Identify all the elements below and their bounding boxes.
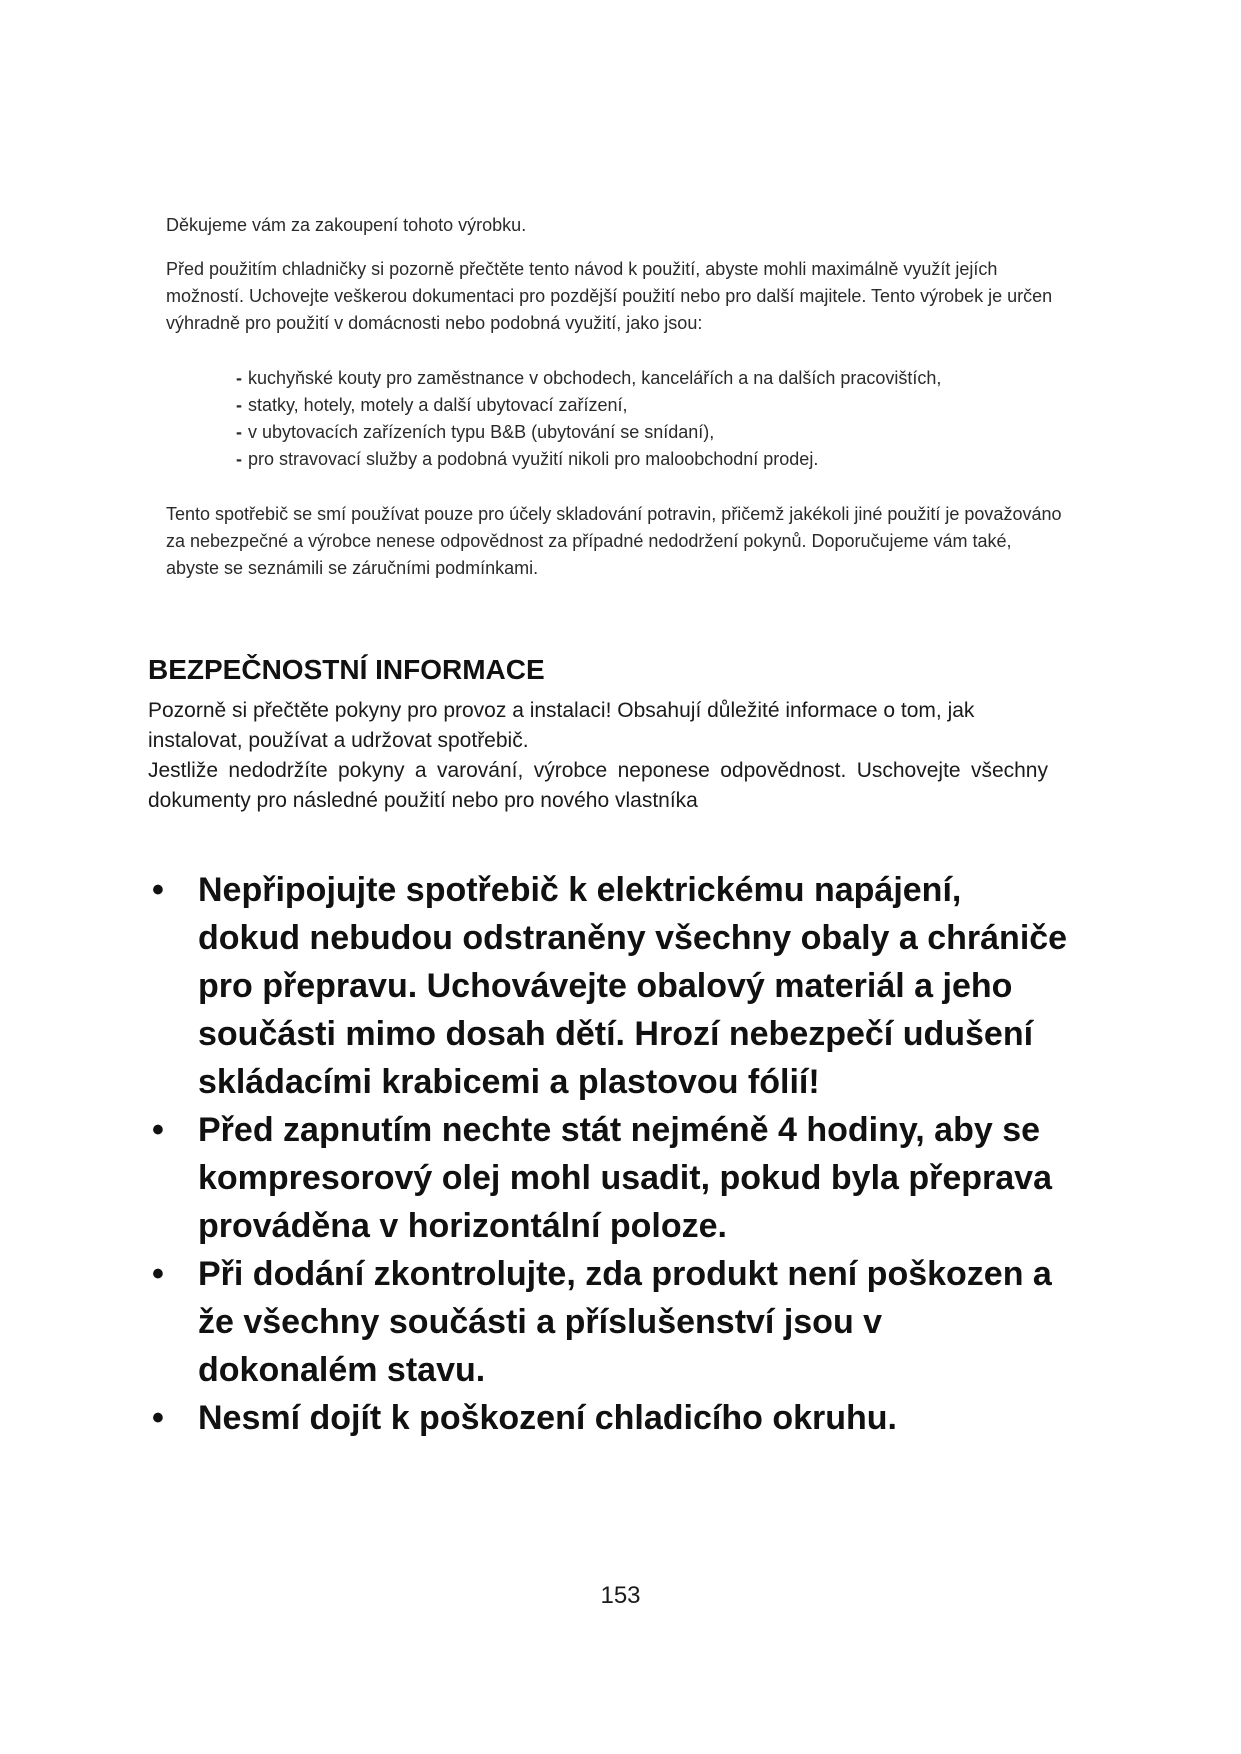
usage-item-text: kuchyňské kouty pro zaměstnance v obchodech, kancelářích a na dalších pracovištích, [248, 368, 942, 388]
dash-marker: - [236, 449, 242, 469]
list-item [236, 392, 1066, 419]
usage-item-text: statky, hotely, motely a další ubytovací zařízení, [248, 395, 628, 415]
warning-item [148, 1106, 1068, 1250]
warning-item [148, 1394, 1068, 1442]
safety-intro-paragraph: Pozorně si přečtěte pokyny pro provoz a instalaci! Obsahují důležité informace o tom, jak instalovat, používat a udržovat spotřebič. [148, 699, 975, 752]
purpose-paragraph: Tento spotřebič se smí používat pouze pro účely skladování potravin, přičemž jakékoli jiné použití je považováno za nebezpečné a výrobce nenese odpovědnost za případné nedodržení pokynů. Doporučujeme vám také, abyste se seznámili se záručními podmínkami. [166, 504, 1062, 578]
warning-text: Nesmí dojít k poškození chladicího okruhu. [198, 1399, 897, 1437]
thanks-paragraph: Děkujeme vám za zakoupení tohoto výrobku. [166, 215, 527, 235]
page-number: 153 [600, 1582, 641, 1609]
bullet-icon: • [152, 1111, 164, 1149]
dash-marker: - [236, 368, 242, 388]
warning-text: Nepřipojujte spotřebič k elektrickému napájení, dokud nebudou odstraněny všechny obaly a chrániče pro přepravu. Uchovávejte obalový materiál a jeho součásti mimo dosah dětí. Hrozí nebezpečí udušení skládacími krabicemi a plastovou fólií! [198, 871, 1068, 1101]
safety-heading: BEZPEČNOSTNÍ INFORMACE [148, 654, 545, 685]
list-item [236, 419, 1066, 446]
warning-text: Před zapnutím nechte stát nejméně 4 hodiny, aby se kompresorový olej mohl usadit, pokud byla přeprava prováděna v horizontální poloze. [198, 1111, 1053, 1245]
bullet-icon: • [152, 1399, 164, 1437]
warning-item [148, 866, 1068, 1106]
usage-item-text: v ubytovacích zařízeních typu B&B (ubytování se snídaní), [248, 422, 715, 442]
intro-section [166, 212, 1066, 582]
bullet-icon: • [152, 1255, 164, 1293]
list-item [236, 446, 1066, 473]
list-item [236, 365, 1066, 392]
bullet-icon: • [152, 871, 164, 909]
warning-item [148, 1250, 1068, 1394]
dash-marker: - [236, 395, 242, 415]
usage-list [166, 365, 1066, 473]
dash-marker: - [236, 422, 242, 442]
usage-item-text: pro stravovací služby a podobná využití nikoli pro maloobchodní prodej. [248, 449, 819, 469]
safety-responsibility-paragraph: Jestliže nedodržíte pokyny a varování, výrobce neponese odpovědnost. Uschovejte všechny dokumenty pro následné použití nebo pro nového vlastníka [148, 759, 1048, 812]
warnings-list [148, 866, 1068, 1442]
before-use-paragraph: Před použitím chladničky si pozorně přečtěte tento návod k použití, abyste mohli maximálně využít jejích možností. Uchovejte veškerou dokumentaci pro pozdější použití nebo pro další majitele. Tento výrobek je určen výhradně pro použití v domácnosti nebo podobná využití, jako jsou: [166, 259, 1053, 333]
safety-section [148, 652, 1048, 816]
warning-text: Při dodání zkontrolujte, zda produkt není poškozen a že všechny součásti a příslušenství jsou v dokonalém stavu. [198, 1255, 1052, 1389]
